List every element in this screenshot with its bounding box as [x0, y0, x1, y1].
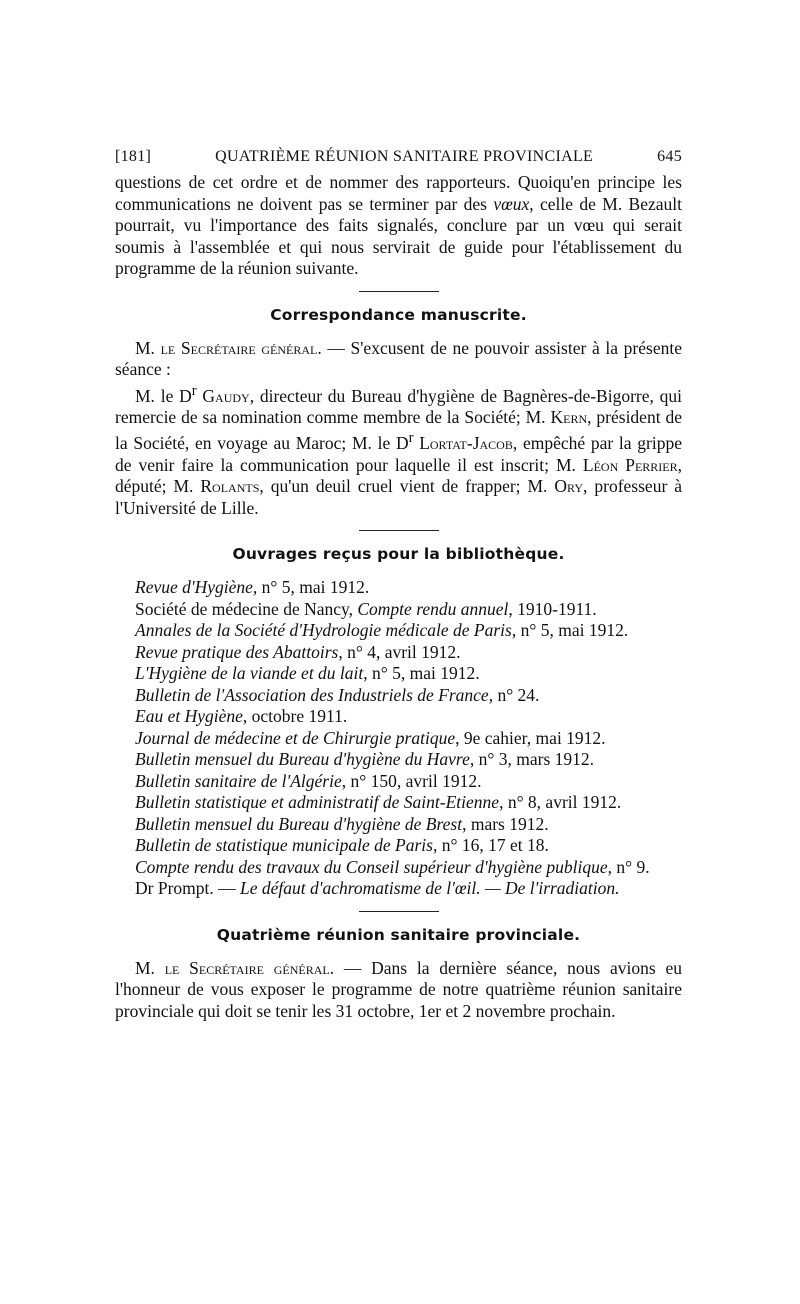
intro-paragraph — [115, 172, 682, 280]
ouvrage-item — [115, 792, 682, 814]
correspondance-body — [115, 338, 682, 520]
ouvrage-item — [115, 749, 682, 771]
ouvrage-details: , n° 4, avril 1912. — [338, 641, 461, 662]
header-section-number: [181] — [115, 148, 152, 165]
correspondance-lead: — S'excusent de ne pouvoir assister à la présente séance : — [115, 337, 682, 379]
ouvrage-title: Bulletin de l'Association des Industriels de France — [135, 684, 489, 705]
quatrieme-heading: Quatrième réunion sanitaire provinciale. — [216, 925, 581, 944]
ouvrage-details: , 1910-1911. — [508, 598, 597, 619]
corr-text: , président de la Société, en voyage au Maroc; M. le D — [115, 406, 682, 454]
header-title: QUATRIÈME RÉUNION SANITAIRE PROVINCIALE — [215, 148, 594, 165]
name-kern: Kern — [550, 406, 588, 427]
ouvrage-title: Le défaut d'achromatisme de l'œil. — De l'irradiation. — [240, 878, 620, 899]
ouvrage-item — [115, 728, 682, 750]
ouvrage-item — [115, 771, 682, 793]
ouvrage-item — [115, 706, 682, 728]
quatrieme-text: — Dans la dernière séance, nous avions eu l'honneur de vous exposer le programme de notre quatrième réunion sanitaire provinciale qui doit se tenir les 31 octobre, 1er et 2 novembre prochain. — [115, 957, 683, 1021]
page-number: 645 — [657, 148, 682, 165]
ouvrage-title: Annales de la Société d'Hydrologie médicale de Paris — [135, 620, 512, 641]
ouvrage-details: , n° 9. — [607, 856, 650, 877]
ouvrage-details: , n° 16, 17 et 18. — [432, 835, 549, 856]
ouvrage-details: , 9e cahier, mai 1912. — [455, 727, 606, 748]
ouvrage-item — [115, 577, 682, 599]
corr-sup: r — [408, 430, 414, 447]
intro-text-a: questions de cet ordre et de nommer des rapporteurs. Quoiqu'en principe les communications ne doivent pas se terminer par des — [115, 172, 682, 214]
ouvrage-title: Revue d'Hygiène — [135, 577, 253, 598]
ouvrage-item — [115, 835, 682, 857]
ouvrage-title: Compte rendu des travaux du Conseil supérieur d'hygiène publique — [135, 856, 608, 877]
ouvrage-details: , n° 5, mai 1912. — [252, 577, 370, 598]
name-ory: Ory — [554, 476, 584, 497]
corr-text: , qu'un deuil cruel vient de frapper; M. — [259, 476, 555, 497]
section-divider — [359, 911, 439, 912]
quatrieme-body — [115, 958, 682, 1023]
ouvrage-title: Bulletin statistique et administratif de Saint-Etienne — [135, 792, 500, 813]
section-divider — [359, 291, 439, 292]
ouvrage-title: Bulletin sanitaire de l'Algérie — [135, 770, 342, 791]
ouvrage-title: Journal de médecine et de Chirurgie pratique — [135, 727, 456, 748]
corr-text: , député; M. — [115, 454, 682, 497]
ouvrage-item — [115, 814, 682, 836]
ouvrage-item — [115, 642, 682, 664]
ouvrage-item — [115, 620, 682, 642]
name-gaudy: Gaudy — [202, 385, 250, 406]
corr-text: , empêché par la grippe de venir faire la communication pour laquelle il est inscrit; M. — [115, 433, 682, 475]
ouvrage-details: , mars 1912. — [462, 813, 549, 834]
ouvrage-prefix: Dr Prompt. — — [135, 878, 240, 899]
ouvrage-details: , n° 3, mars 1912. — [469, 749, 594, 770]
corr-text: , directeur du Bureau d'hygiène de Bagnères-de-Bigorre, qui remercie de sa nomination comme membre de la Société; M. — [115, 385, 683, 427]
ouvrage-title: Bulletin mensuel du Bureau d'hygiène de Brest — [135, 813, 463, 834]
ouvrage-title: Compte rendu annuel — [357, 598, 509, 619]
ouvrage-details: , n° 24. — [488, 684, 540, 705]
page — [115, 148, 682, 1022]
corr-text: , professeur à l'Université de Lille. — [115, 476, 682, 518]
ouvrage-details: , n° 5, mai 1912. — [511, 620, 629, 641]
intro-text-b: , celle de M. Bezault pourrait, vu l'importance des faits signalés, conclure par un vœu qui serait soumis à l'assemblée et qui nous servirait de guide pour l'établissement du programme de la réunion suivante. — [115, 193, 682, 278]
secretary-label: M. le Secrétaire général. — [135, 337, 322, 358]
ouvrage-title: L'Hygiène de la viande et du lait — [135, 663, 364, 684]
name-rolants: Rolants — [200, 476, 260, 497]
ouvrage-title: Eau et Hygiène — [135, 706, 243, 727]
ouvrage-item — [115, 663, 682, 685]
ouvrage-item — [115, 685, 682, 707]
ouvrage-item — [115, 878, 682, 900]
correspondance-heading: Correspondance manuscrite. — [270, 305, 527, 324]
ouvrages-heading: Ouvrages reçus pour la bibliothèque. — [232, 545, 565, 564]
name-lortat-jacob: Lortat-Jacob — [419, 433, 513, 454]
ouvrage-prefix: Société de médecine de Nancy, — [135, 598, 358, 619]
section-divider — [359, 530, 439, 531]
ouvrage-title: Bulletin de statistique municipale de Paris — [135, 835, 433, 856]
running-header — [115, 148, 682, 172]
ouvrage-details: , n° 150, avril 1912. — [341, 770, 482, 791]
ouvrage-details: , n° 8, avril 1912. — [499, 792, 622, 813]
ouvrage-item — [115, 599, 682, 621]
ouvrage-details: , n° 5, mai 1912. — [363, 663, 480, 684]
ouvrage-title: Bulletin mensuel du Bureau d'hygiène du Havre — [135, 749, 470, 770]
intro-voeux: vœux — [493, 193, 530, 214]
secretary-label: M. le Secrétaire général. — [135, 957, 335, 978]
ouvrage-details: , octobre 1911. — [242, 706, 348, 727]
ouvrage-title: Revue pratique des Abattoirs — [135, 641, 339, 662]
name-leon-perrier: Léon Perrier — [582, 454, 678, 475]
corr-text: M. le D — [135, 385, 192, 406]
ouvrages-list — [115, 577, 682, 900]
corr-sup: r — [191, 382, 197, 399]
ouvrage-item — [115, 857, 682, 879]
